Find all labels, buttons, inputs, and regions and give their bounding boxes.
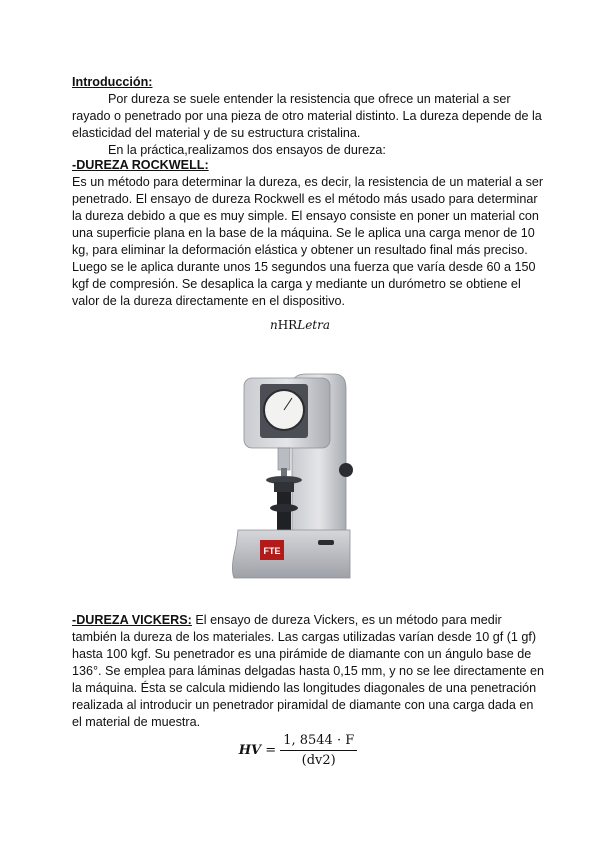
vickers-line-3: hasta 100 kgf. Su penetrador es una pirámide de diamante con un ángulo base de [72,647,532,661]
vickers-section [72,612,544,731]
intro-line-4: En la práctica,realizamos dos ensayos de dureza: [108,143,386,157]
vickers-line-7: el material de muestra. [72,715,201,729]
rockwell-heading: -DUREZA ROCKWELL: [72,158,209,172]
svg-text:FTE: FTE [263,546,281,556]
intro-line-3: elasticidad del material y de su estructura cristalina. [72,126,361,140]
vickers-line-1: El ensayo de dureza Vickers, es un método para medir [191,613,502,627]
rockwell-line-6: Luego se le aplica durante unos 15 segundos una fuerza que varía desde 60 a 150 [72,260,536,274]
vickers-formula-equals: = [265,743,277,758]
rockwell-line-3: la dureza debido a que es muy simple. El ensayo consiste en poner un material con [72,209,539,223]
rockwell-line-5: kg, para eliminar la deformación elástica y obtener un resultado final más preciso. [72,243,528,257]
formula-n: n [269,318,278,332]
vickers-line-5: la máquina. Ésta se calcula midiendo las longitudes diagonales de una penetración [72,681,537,695]
vickers-line-4: 136°. Se emplea para láminas delgadas hasta 0,15 mm, y no se lee directamente en [72,664,544,678]
rockwell-section [72,157,544,310]
intro-line-1: Por dureza se suele entender la resistencia que ofrece un material a ser [108,92,511,106]
vickers-formula-numerator: 1, 8544 · F [280,733,357,751]
intro-section [72,74,542,159]
intro-heading: Introducción: [72,75,153,89]
vickers-formula-lhs: HV [238,743,262,758]
formula-letra: Letra [297,318,331,332]
vickers-line-2: también la dureza de los materiales. Las cargas utilizadas varían desde 10 gf (1 gf) [72,630,537,644]
formula-hr: HR [277,318,298,332]
rockwell-line-1: Es un método para determinar la dureza, es decir, la resistencia de un material a ser [72,175,544,189]
vickers-formula-fraction [280,733,357,768]
rockwell-hardness-tester-image [222,368,372,590]
vickers-formula [0,733,600,768]
rockwell-line-7: kgf de compresión. Se desaplica la carga y mediante un durómetro se obtiene el [72,277,521,291]
rockwell-line-2: penetrado. El ensayo de dureza Rockwell es el método más usado para determinar [72,192,538,206]
vickers-heading: -DUREZA VICKERS: [72,613,192,627]
intro-line-2: rayado o penetrado por una pieza de otro material distinto. La dureza depende de la [72,109,542,123]
rockwell-line-8: valor de la dureza directamente en el dispositivo. [72,294,346,308]
vickers-line-6: realizada al introducir un penetrador piramidal de diamante con una carga dada en [72,698,534,712]
vickers-formula-denominator: (dv2) [301,753,336,768]
rockwell-line-4: una superficie plana en la base de la máquina. Se le aplica una carga menor de 10 [72,226,535,240]
rockwell-formula [0,318,600,332]
